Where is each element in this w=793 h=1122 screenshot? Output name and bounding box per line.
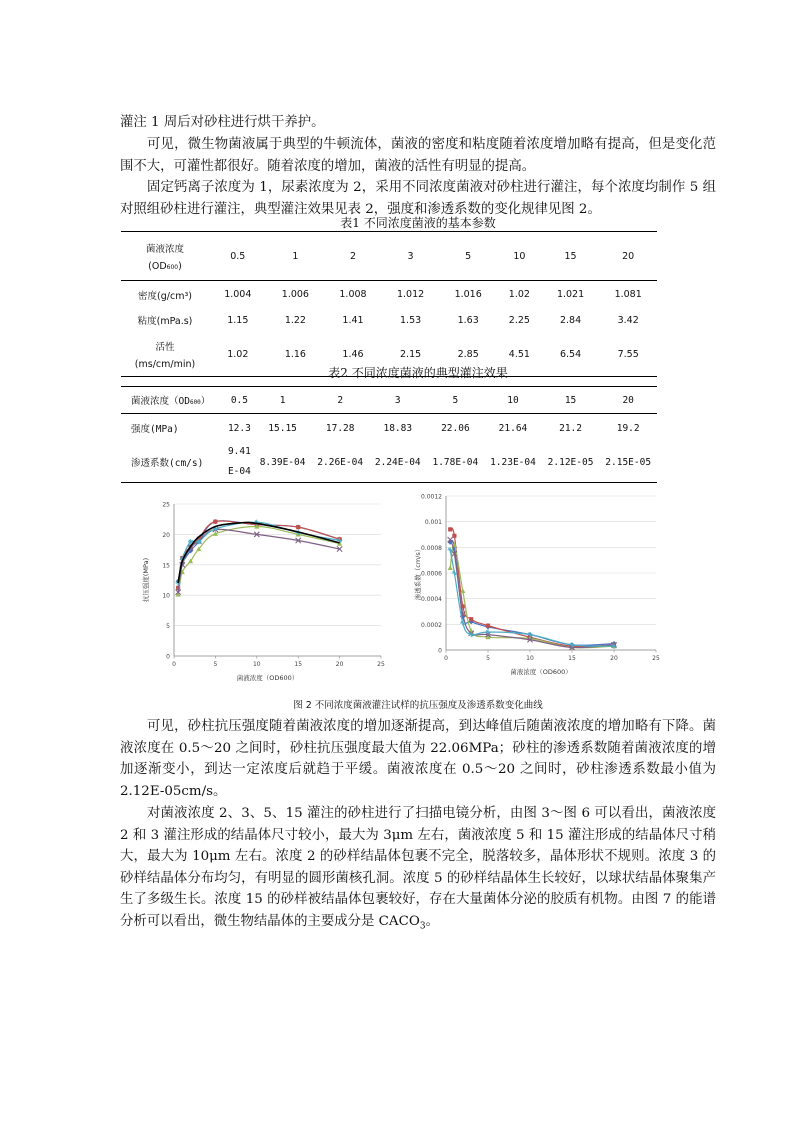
paragraph-1: [120, 112, 716, 134]
table1-cell: 1.008: [339, 289, 367, 300]
table2-cell: 1.78E-04: [427, 442, 485, 483]
data-point: [486, 624, 490, 628]
table1-activity-label-line1: 活性: [155, 341, 175, 353]
y-tick-label: 0.0008: [421, 544, 442, 552]
figure2-caption: 图 2 不同浓度菌液灌注试样的抗压强度及渗透系数变化曲线: [293, 700, 543, 711]
table2-col: 3: [369, 387, 427, 414]
table1-col: 3: [382, 232, 440, 281]
table1-cell: 3.42: [617, 314, 639, 326]
table1-caption: 表1 不同浓度菌液的基本参数: [340, 216, 496, 230]
table2-row-label: 强度(MPa): [131, 424, 179, 435]
y-tick-label: 0.0004: [421, 596, 442, 604]
table1-row-density: [121, 281, 657, 309]
series-line: [450, 544, 614, 647]
table1-col: 0.5: [209, 232, 267, 281]
y-tick-label: 0: [438, 647, 442, 655]
table2-col: 10: [484, 387, 542, 414]
x-tick-label: 25: [652, 655, 660, 662]
paragraph-4-text: 可见，砂柱抗压强度随着菌液浓度的增加逐渐提高，到达峰值后随菌液浓度的增加略有下降。菌液浓度在 0.5～20 之间时，砂柱抗压强度最大值为 22.06MPa；砂柱的渗透系数随着菌液浓度的增加逐渐变小，到达一定浓度后就趋于平缓。菌液浓度在 0.5～20 之间时，砂柱渗透系数最小值为 2.12E-05cm/s。: [120, 719, 716, 799]
table1-col: 5: [439, 232, 497, 281]
table2-cell: 12.3: [227, 422, 251, 434]
table1-cell: 1.006: [281, 289, 309, 300]
table1-cell: 1.016: [454, 289, 482, 300]
table2-col: 2: [311, 387, 369, 414]
table1-header-label: [121, 232, 209, 281]
paragraph-3-text: 固定钙离子浓度为 1，尿素浓度为 2，采用不同浓度菌液对砂柱进行灌注，每个浓度均制作 5 组对照组砂柱进行灌注，典型灌注效果见表 2，强度和渗透系数的变化规律见图 2。: [120, 180, 716, 217]
y-tick-label: 5: [166, 623, 170, 631]
y-tick-label: 0.0002: [421, 621, 442, 629]
y-tick-label: 15: [162, 562, 170, 570]
table1-col: 1: [267, 232, 325, 281]
x-tick-label: 20: [335, 661, 344, 668]
table1-cell: 7.55: [599, 332, 657, 377]
x-tick-label: 5: [213, 661, 218, 668]
table2-cell: 1.23E-04: [484, 442, 542, 483]
table1-col: 15: [542, 232, 600, 281]
data-point: [448, 527, 452, 531]
series-line: [178, 521, 339, 581]
table1-activity-label-line2: (ms/cm/min): [134, 358, 196, 370]
table2-header-row: [121, 387, 657, 414]
table1-cell: 1.16: [267, 332, 325, 377]
paragraph-5-end: 。: [425, 913, 439, 929]
table2-col: 20: [599, 387, 657, 414]
table2-cell: 15.15: [268, 422, 297, 434]
table2-cell: 17.28: [325, 422, 355, 434]
table1-col: 2: [324, 232, 382, 281]
table1-row-label: 密度(g/cm³): [138, 290, 192, 302]
table2-cell: 18.83: [383, 422, 413, 434]
table2-col: 1: [254, 387, 312, 414]
table2-row-permeability: [121, 442, 657, 483]
table1-header-label-line1: 菌液浓度: [145, 243, 184, 255]
x-axis-label: 菌液浓度（OD600）: [510, 668, 572, 676]
table1-header-label-line2: [121, 261, 209, 272]
table2-row-label: 渗透系数(cm/s): [121, 442, 225, 483]
table1-col: 10: [497, 232, 542, 281]
x-tick-label: 25: [377, 661, 385, 668]
table1-cell: 1.53: [400, 314, 422, 326]
series-line: [178, 521, 339, 588]
x-tick-label: 10: [526, 655, 534, 662]
data-point: [469, 617, 473, 621]
table1-cell: 1.46: [324, 332, 382, 377]
data-point: [448, 565, 453, 570]
paragraph-5-subscript: 3: [419, 921, 426, 932]
paragraph-5: [120, 803, 716, 938]
table1-cell: 2.84: [559, 314, 582, 326]
table1-col: 20: [599, 232, 657, 281]
table1-cell: 1.15: [227, 314, 249, 326]
strength-chart: [140, 490, 400, 688]
paragraph-5-text: 对菌液浓度 2、3、5、15 灌注的砂柱进行了扫描电镜分析，由图 3～图 6 可以看出，菌液浓度 2 和 3 灌注形成的结晶体尺寸较小，最大为 3μm 左右，菌液浓度 5 和 15 灌注形成的结晶体尺寸稍大，最大为 10μm 左右。浓度 2 的砂样结晶体包裹不完全，脱落较多，晶体形状不规则。浓度 3 的砂样结晶体分布均匀，有明显的圆形菌核孔洞。浓度 5 的砂样结晶体生长较好，以球状结晶体聚集产生了多级生长。浓度 15 的砂样被结晶体包裹较好，存在大量菌体分泌的胶质有机物。由图 7 的能谱分析可以看出，微生物结晶体的主要成分是 CACO: [120, 806, 716, 929]
table1-row-label: 粘度(mPa.s): [137, 316, 193, 327]
series-line: [450, 528, 614, 646]
x-tick-label: 0: [444, 655, 448, 662]
series-line: [450, 540, 614, 648]
y-axis-label: 抗压强度(MPa): [142, 557, 150, 603]
table1-cell: 1.021: [556, 289, 585, 300]
table2-col: 15: [542, 387, 600, 414]
table2-cell-line1: 9.41: [227, 446, 251, 457]
data-point: [213, 520, 217, 524]
table1-cell: 2.85: [439, 332, 497, 377]
table1-cell: 1.41: [342, 314, 364, 326]
data-point: [296, 525, 300, 529]
y-tick-label: 0.0006: [421, 570, 442, 578]
table1-cell: 1.081: [614, 289, 642, 300]
table2-cell: 2.26E-04: [311, 442, 369, 483]
y-tick-label: 0.0012: [421, 493, 442, 501]
table1-cell: 1.012: [396, 289, 425, 300]
table1-row-viscosity: [121, 308, 657, 332]
table1-cell: 6.54: [542, 332, 600, 377]
table2-header-text: 菌液浓度（OD: [131, 396, 190, 407]
x-tick-label: 10: [252, 661, 261, 668]
table2-col: 5: [427, 387, 485, 414]
table1: [121, 231, 657, 377]
paragraph-4: [120, 716, 716, 802]
table1-header-end: ): [178, 260, 182, 272]
table2-cell: [225, 442, 254, 483]
table1-cell: 2.15: [382, 332, 440, 377]
table2-header-label: [121, 387, 225, 414]
table1-cell: 1.02: [209, 332, 267, 377]
table1-cell: 1.004: [224, 289, 252, 300]
paragraph-2: [120, 134, 716, 177]
x-tick-label: 0: [172, 661, 176, 668]
table2-cell: 2.24E-04: [369, 442, 427, 483]
table2-cell: 2.15E-05: [599, 442, 657, 483]
x-tick-label: 20: [610, 655, 618, 662]
table2-cell: 8.39E-04: [254, 442, 312, 483]
y-tick-label: 0.001: [424, 519, 442, 527]
table2-row-strength: [121, 414, 657, 443]
y-tick-label: 10: [162, 592, 170, 600]
permeability-chart: [392, 487, 672, 687]
x-tick-label: 15: [294, 661, 303, 668]
table1-header-od: (OD: [148, 260, 167, 272]
table2-cell: 21.64: [498, 422, 528, 434]
x-tick-label: 15: [568, 655, 576, 662]
x-axis-label: 菌液浓度（OD600）: [236, 674, 299, 682]
series-line: [450, 550, 614, 646]
table2-cell-line2: E-04: [227, 466, 251, 477]
paragraph-2-text: 可见，微生物菌液属于典型的牛顿流体，菌液的密度和粘度随着浓度增加略有提高，但是变化范围不大，可灌性都很好。随着浓度的增加，菌液的活性有明显的提高。: [120, 137, 716, 174]
paragraph-1-text: 灌注 1 周后对砂柱进行烘干养护。: [120, 115, 325, 130]
x-tick-label: 5: [486, 655, 490, 662]
table2-col: 0.5: [225, 387, 254, 414]
table2-caption: 表2 不同浓度菌液的典型灌注效果: [328, 366, 508, 380]
table2-cell: 21.2: [559, 422, 582, 434]
y-tick-label: 25: [162, 501, 170, 509]
table2: [121, 386, 657, 483]
table1-cell: 4.51: [497, 332, 542, 377]
table2-cell: 19.2: [616, 422, 640, 434]
table2-header-end: ）: [200, 396, 211, 407]
table1-cell: 1.02: [508, 289, 530, 300]
table1-cell: 1.22: [284, 314, 306, 326]
y-tick-label: 20: [162, 531, 170, 539]
table1-header-sub: 600: [166, 263, 179, 271]
table2-header-sub: 600: [189, 399, 201, 406]
table1-cell: 2.25: [508, 314, 530, 326]
y-tick-label: 0: [166, 653, 170, 661]
table1-header-row: [121, 232, 657, 281]
series-line: [450, 540, 614, 645]
y-axis-label: 渗透系数（cm/s）: [414, 545, 422, 601]
table2-cell: 2.12E-05: [542, 442, 600, 483]
table2-cell: 22.06: [441, 422, 470, 434]
table1-cell: 1.63: [457, 314, 479, 326]
